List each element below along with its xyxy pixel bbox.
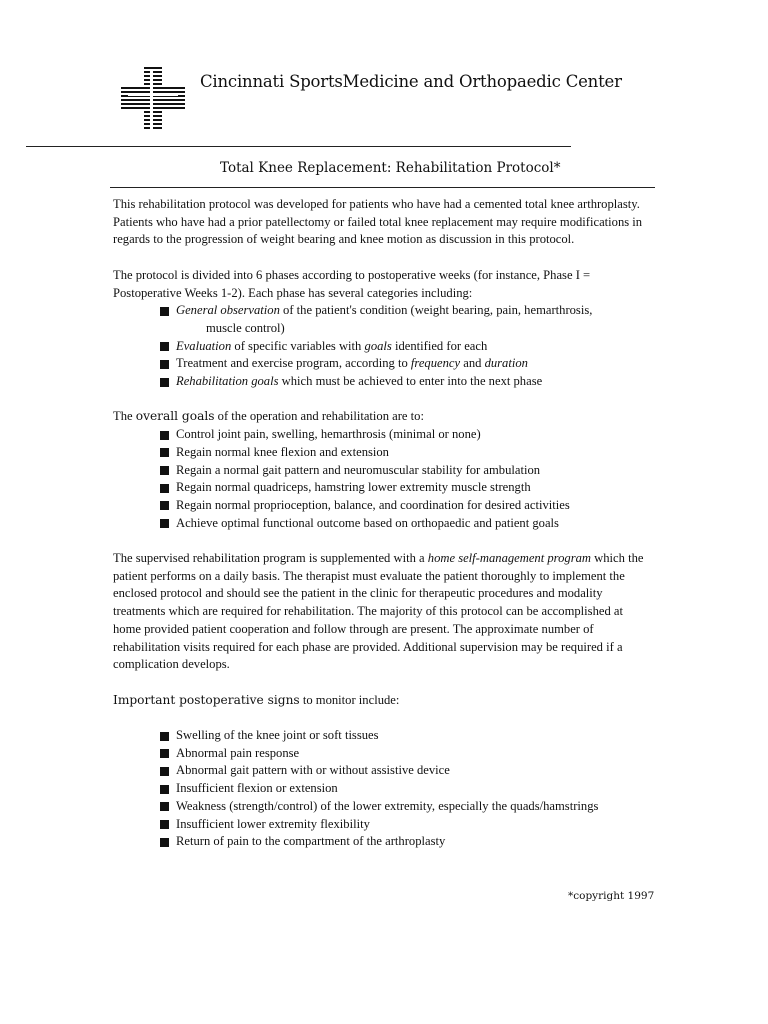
intro-paragraph: This rehabilitation protocol was developed for patients who have had a cemented total knee arthroplasty. Patients who have had a prior patellectomy or failed total knee replacement may require modifications in regards to the progression of weight bearing and knee motion as discussion in this protocol.	[113, 197, 643, 247]
title-divider	[110, 187, 655, 188]
document-title: Total Knee Replacement: Rehabilitation Protocol*	[220, 160, 561, 176]
signs-list	[113, 727, 653, 851]
list-item: Weakness (strength/control) of the lower extremity, especially the quads/hamstrings	[160, 798, 653, 816]
list-item: Insufficient flexion or extension	[160, 780, 653, 798]
list-item: General observation of the patient's condition (weight bearing, pain, hemarthrosis, muscle control)	[160, 302, 653, 337]
list-item: Achieve optimal functional outcome based on orthopaedic and patient goals	[160, 515, 653, 533]
striped-cross-logo-icon	[118, 67, 188, 133]
phase-categories-list	[113, 302, 653, 391]
list-item: Rehabilitation goals which must be achieved to enter into the next phase	[160, 373, 653, 391]
list-item: Regain normal knee flexion and extension	[160, 444, 653, 462]
list-item: Regain normal quadriceps, hamstring lower extremity muscle strength	[160, 479, 653, 497]
document-body	[113, 196, 653, 851]
list-item: Swelling of the knee joint or soft tissues	[160, 727, 653, 745]
list-item: Regain a normal gait pattern and neuromuscular stability for ambulation	[160, 462, 653, 480]
signs-intro: Important postoperative signs to monitor include:	[113, 692, 400, 707]
important-signs-label: Important postoperative signs	[113, 692, 300, 707]
supervised-program-paragraph: The supervised rehabilitation program is supplemented with a home self-management program which the patient performs on a daily basis. The therapist must evaluate the patient thoroughly to implement the enclosed protocol and should see the patient in the clinic for therapeutic procedures and modality treatments which are required for rehabilitation. The majority of this protocol can be accomplished at home provided patient cooperation and follow through are present. The approximate number of rehabilitation visits required for each phase are provided. Additional supervision may be required if a complication develops.	[113, 551, 644, 672]
list-item: Control joint pain, swelling, hemarthrosis (minimal or none)	[160, 426, 653, 444]
phases-paragraph: The protocol is divided into 6 phases according to postoperative weeks (for instance, Phase I = Postoperative Weeks 1-2). Each phase has several categories including:	[113, 267, 591, 300]
list-item: Evaluation of specific variables with goals identified for each	[160, 338, 653, 356]
list-item: Regain normal proprioception, balance, and coordination for desired activities	[160, 497, 653, 515]
list-item: Abnormal pain response	[160, 745, 653, 763]
list-item: Abnormal gait pattern with or without assistive device	[160, 762, 653, 780]
copyright-notice: *copyright 1997	[568, 890, 655, 902]
goals-list	[113, 426, 653, 532]
organization-name: Cincinnati SportsMedicine and Orthopaedic Center	[200, 72, 622, 91]
goals-intro: The overall goals of the operation and rehabilitation are to:	[113, 409, 424, 424]
header-divider	[26, 146, 571, 147]
list-item: Insufficient lower extremity flexibility	[160, 816, 653, 834]
list-item: Return of pain to the compartment of the arthroplasty	[160, 833, 653, 851]
overall-goals-label: overall goals	[135, 409, 215, 424]
list-item: Treatment and exercise program, according to frequency and duration	[160, 355, 653, 373]
